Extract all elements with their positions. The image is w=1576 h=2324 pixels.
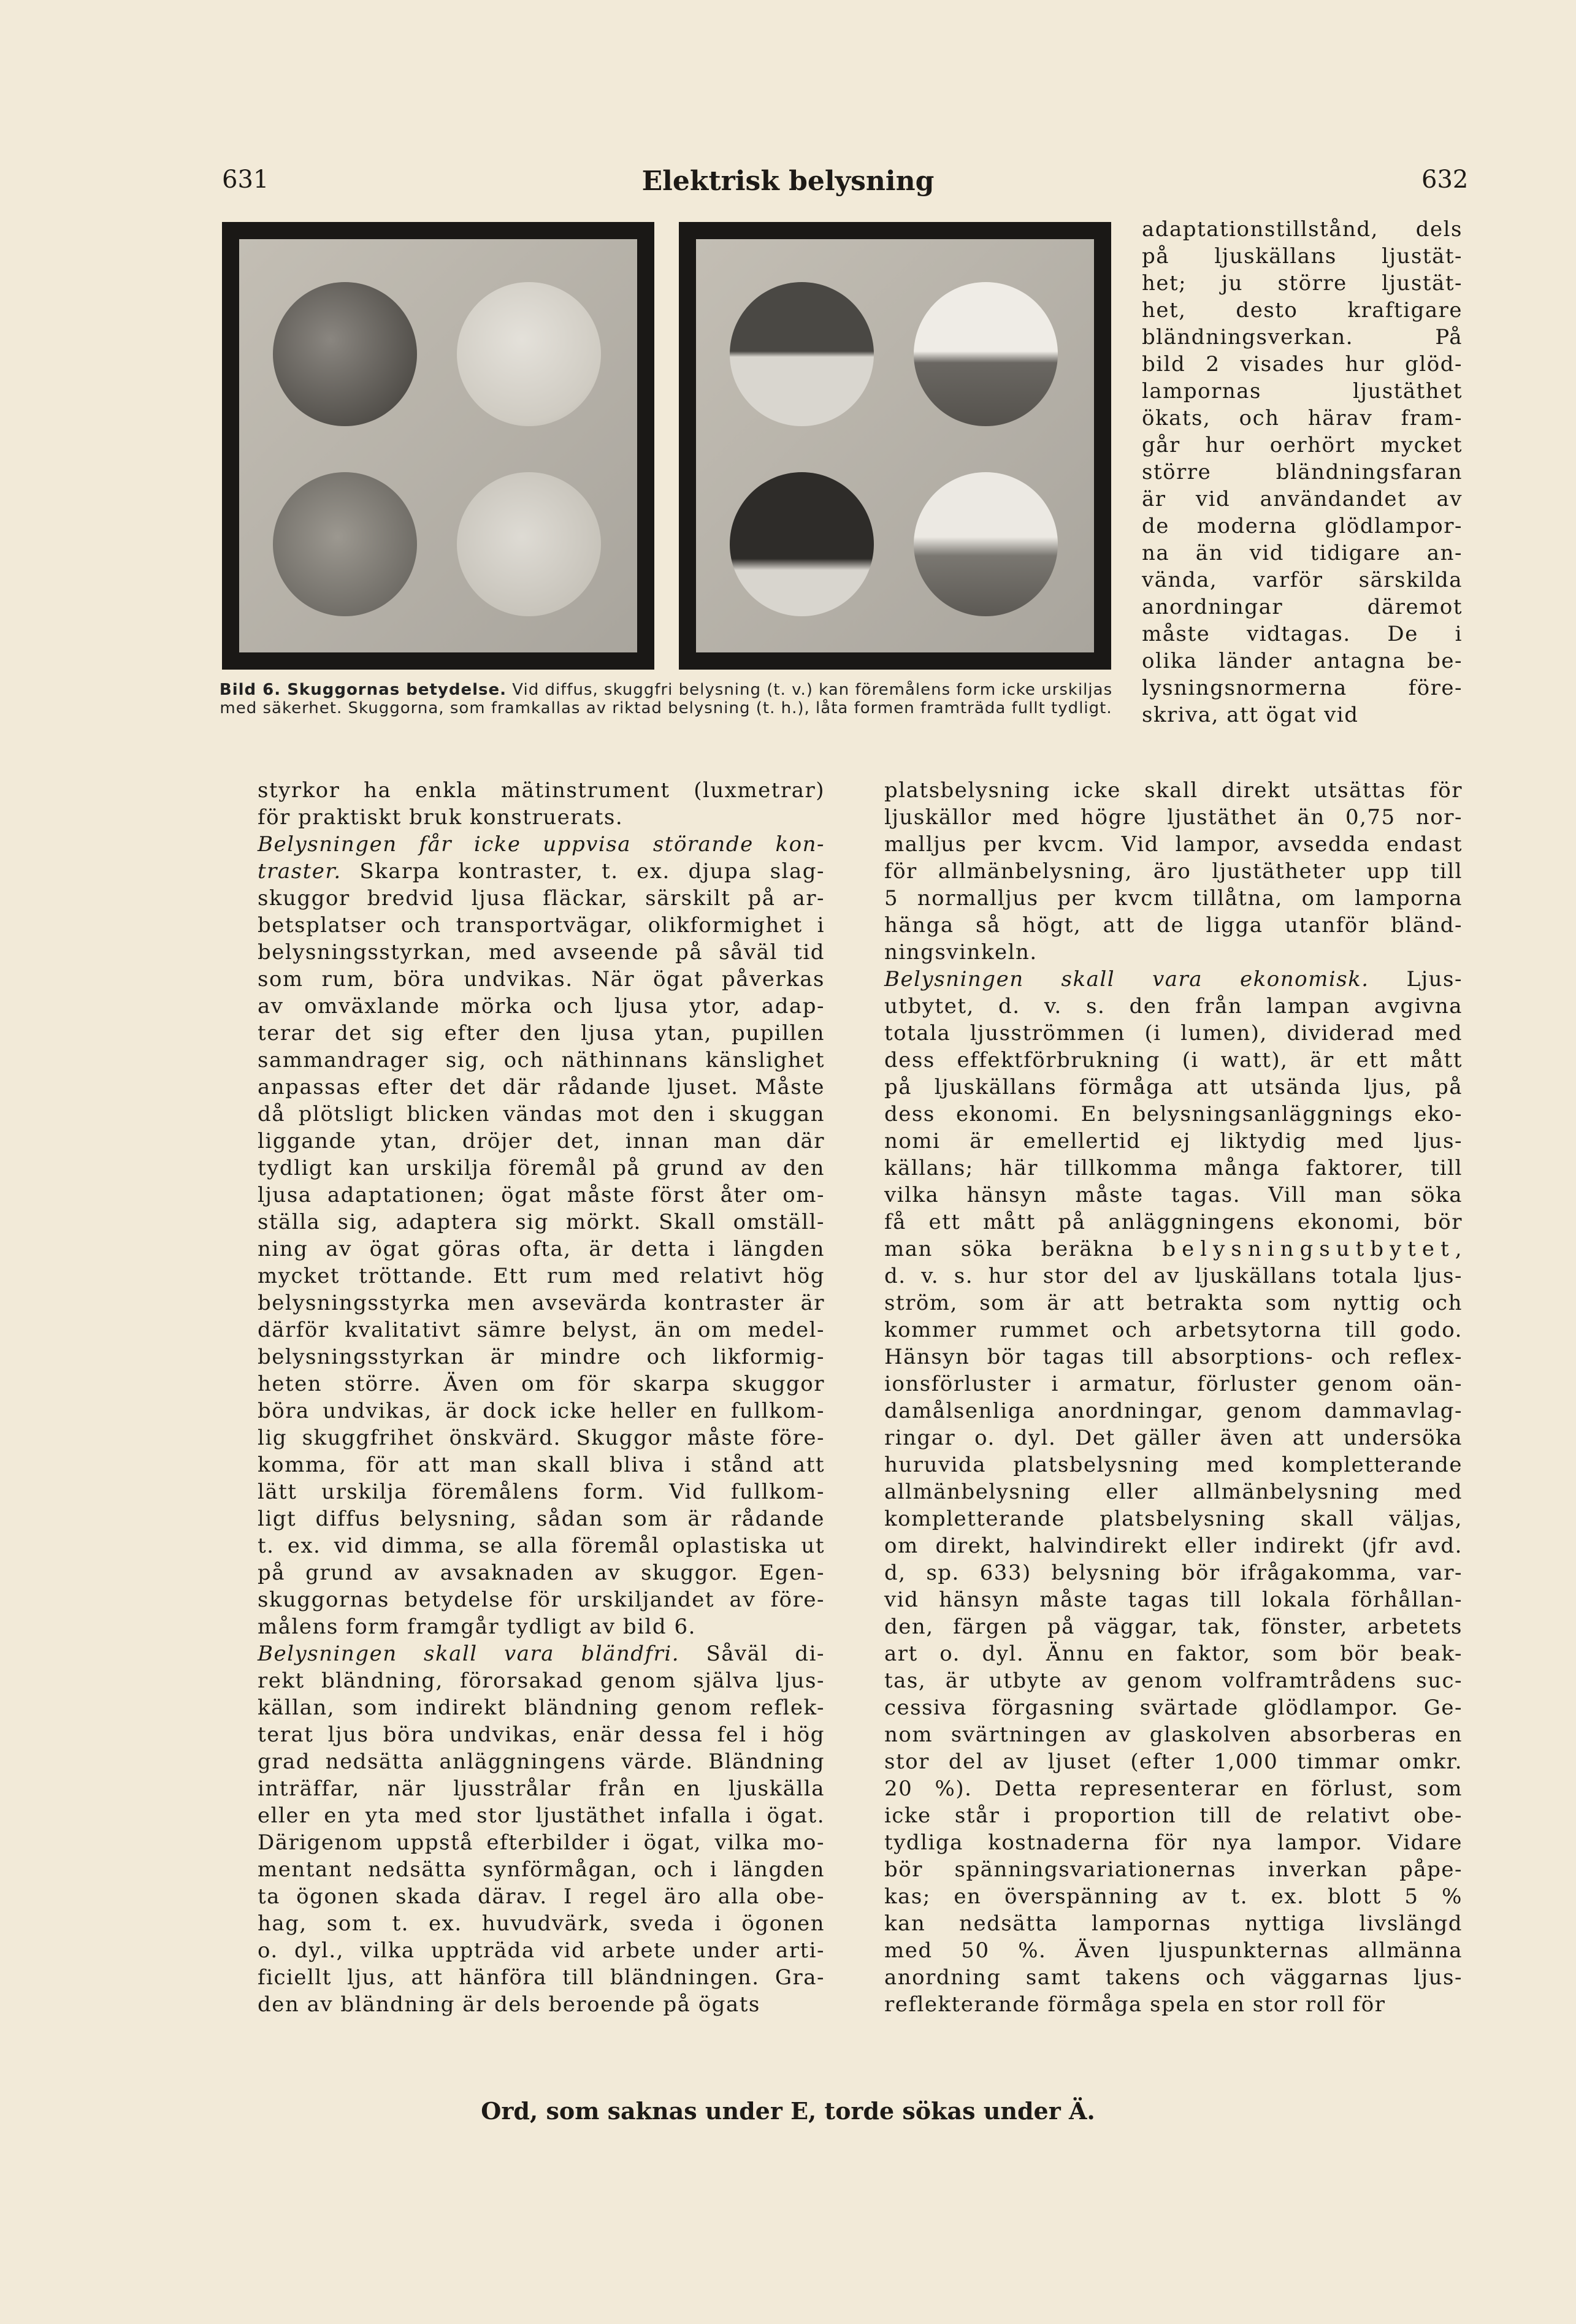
sphere-light-bottom-right [457,472,601,616]
text-line: bild 2 visades hur glöd- [1142,352,1463,377]
text-line: ning av ögat göras ofta, är detta i längden [258,1237,825,1261]
text-line: terat ljus böra undvikas, enär dessa fel i hög [258,1722,825,1747]
text-line: Belysningen skall vara ekonomisk. Ljus- [884,967,1463,992]
text-line: ström, som är att betrakta som nyttig och [884,1291,1463,1315]
text-line: tydligt kan urskilja föremål på grund av den [258,1156,825,1180]
text-line: källans; här tillkomma många faktorer, till [884,1156,1463,1180]
text-line: på ljuskällans förmåga att utsända ljus, på [884,1075,1463,1099]
text-line: olika länder antagna be- [1142,649,1463,673]
text-line: kan nedsätta lampornas nyttiga livslängd [884,1911,1463,1936]
text-line: reflekterande förmåga spela en stor roll för [884,1992,1386,2017]
text-line: t. ex. vid dimma, se alla föremål oplastiska ut [258,1534,825,1558]
text-line: källan, som indirekt bländning genom reflek- [258,1695,825,1720]
text-line: ringar o. dyl. Det gäller även att undersöka [884,1426,1463,1450]
text-line: icke står i proportion till de relativt obe- [884,1803,1463,1828]
text-line: damålsenliga anordningar, genom dammavlag- [884,1399,1463,1423]
text-line: cessiva förgasning svärtade glödlampor. Ge- [884,1695,1463,1720]
text-line: rekt bländning, förorsakad genom själva ljus- [258,1668,825,1693]
text-line: na än vid tidigare an- [1142,541,1463,565]
text-line: med 50 %. Även ljuspunkternas allmänna [884,1938,1463,1963]
text-line: totala ljusströmmen (i lumen), dividerad med [884,1021,1463,1045]
text-line: bländningsverkan. På [1142,325,1463,350]
text-line: anpassas efter det där rådande ljuset. Måste [258,1075,825,1099]
text-line: om direkt, halvindirekt eller indirekt (jfr avd. [884,1534,1463,1558]
text-line: den av bländning är dels beroende på ögats [258,1992,760,2017]
text-line: böra undvikas, är dock icke heller en fullkom- [258,1399,825,1423]
text-line: för praktiskt bruk konstruerats. [258,805,624,830]
text-line: nom svärtningen av glaskolven absorberas en [884,1722,1463,1747]
text-line: är vid användandet av [1142,487,1463,511]
text-line: vända, varför särskilda [1142,568,1463,592]
sphere-shadowed-bottom-right [914,472,1058,616]
text-line: ställa sig, adaptera sig mörkt. Skall omställ- [258,1210,825,1234]
text-line: ningsvinkeln. [884,940,1038,965]
text-line: adaptationstillstånd, dels [1142,217,1463,242]
text-line: som rum, böra undvikas. När ögat påverkas [258,967,825,992]
sphere-dark-top-left [273,282,417,426]
text-line: hag, som t. ex. huvudvärk, sveda i ögonen [258,1911,825,1936]
text-line: av omväxlande mörka och ljusa ytor, adap- [258,994,825,1019]
text-column-left [258,777,825,2018]
text-line: vilka hänsyn måste tagas. Vill man söka [884,1183,1463,1207]
text-line: Därigenom uppstå efterbilder i ögat, vilka mo- [258,1830,825,1855]
text-line: betsplatser och transportvägar, olikformighet i [258,913,825,938]
text-line: komma, för att man skall bliva i stånd att [258,1453,825,1477]
text-line: ionsförluster i armatur, förluster genom oän- [884,1372,1463,1396]
text-line: d, sp. 633) belysning bör ifrågakomma, var- [884,1561,1463,1585]
text-line: allmänbelysning eller allmänbelysning med [884,1480,1463,1504]
text-line: kas; en överspänning av t. ex. blott 5 % [884,1884,1463,1909]
page-footer: Ord, som saknas under E, torde sökas under Ä. [481,2097,1095,2125]
text-line: anordningar däremot [1142,595,1463,619]
text-line: anordning samt takens och väggarnas ljus- [884,1965,1463,1990]
text-line: de moderna glödlampor- [1142,514,1463,538]
text-line: hänga så högt, att de ligga utanför bländ- [884,913,1463,938]
text-line: o. dyl., vilka uppträda vid arbete under arti- [258,1938,825,1963]
caption-text: Vid diffus, skuggfri belysning (t. v.) kan föremålens form icke urskiljas med säkerhet. Skuggorna, som framkallas av riktad belysning (t. h.), låta formen framträda fullt tydligt. [220,681,1113,717]
text-line: heten större. Även om för skarpa skuggor [258,1372,825,1396]
sphere-shadowed-top-left [730,282,874,426]
text-line: den, färgen på väggar, tak, fönster, arbetets [884,1615,1463,1639]
text-line: ljusa adaptationen; ögat måste först åter om- [258,1183,825,1207]
text-line: belysningsstyrkan är mindre och likformig- [258,1345,825,1369]
text-line: vid hänsyn måste tagas till lokala förhållan- [884,1588,1463,1612]
text-line: traster. Skarpa kontraster, t. ex. djupa slag- [258,859,825,884]
text-line: dess effektförbrukning (i watt), är ett mått [884,1048,1463,1072]
photo-diffuse-lighting [222,222,654,670]
text-line: malljus per kvcm. Vid lampor, avsedda endast [884,832,1463,857]
text-line: terar det sig efter den ljusa ytan, pupillen [258,1021,825,1045]
page-number-left: 631 [222,166,269,194]
text-line: lampornas ljustäthet [1142,379,1463,403]
text-line: 5 normalljus per kvcm tillåtna, om lamporna [884,886,1463,911]
text-line: liggande ytan, dröjer det, innan man där [258,1129,825,1153]
text-line: dess ekonomi. En belysningsanläggnings eko- [884,1102,1463,1126]
running-title: Elektrisk belysning [641,166,935,197]
sphere-shadowed-top-right [914,282,1058,426]
text-line: Hänsyn bör tagas till absorptions- och reflex- [884,1345,1463,1369]
text-line: art o. dyl. Ännu en faktor, som bör beak- [884,1642,1463,1666]
text-line: går hur oerhört mycket [1142,433,1463,457]
text-line: mentant nedsätta synförmågan, och i längden [258,1857,825,1882]
text-line: man söka beräkna belysningsutbytet, [884,1237,1463,1261]
text-line: d. v. s. hur stor del av ljuskällans totala ljus- [884,1264,1463,1288]
text-line: måste vidtagas. De i [1142,622,1463,646]
text-line: tas, är utbyte av genom volframtrådens suc- [884,1668,1463,1693]
text-column-top-right [1142,216,1463,728]
text-line: nomi är emellertid ej liktydig med ljus- [884,1129,1463,1153]
text-line: för allmänbelysning, äro ljustätheter upp till [884,859,1463,884]
text-line: skuggor bredvid ljusa fläckar, särskilt på ar- [258,886,825,911]
text-line: ligt diffus belysning, sådan som är rådande [258,1507,825,1531]
text-line: Belysningen skall vara bländfri. Såväl di- [258,1642,825,1666]
text-line: ljuskällor med högre ljustäthet än 0,75 nor- [884,805,1463,830]
text-line: platsbelysning icke skall direkt utsättas för [884,778,1463,803]
text-line: lätt urskilja föremålens form. Vid fullkom- [258,1480,825,1504]
text-line: kommer rummet och arbetsytorna till godo. [884,1318,1463,1342]
photo-directed-lighting [679,222,1111,670]
caption-label: Bild 6. Skuggornas betydelse. [219,681,507,699]
figure-caption [218,681,1114,717]
text-line: ta ögonen skada därav. I regel äro alla obe- [258,1884,825,1909]
text-line: styrkor ha enkla mätinstrument (luxmetrar) [258,778,825,803]
text-line: mycket tröttande. Ett rum med relativt hög [258,1264,825,1288]
text-line: målens form framgår tydligt av bild 6. [258,1615,696,1639]
text-line: utbytet, d. v. s. den från lampan avgivna [884,994,1463,1019]
text-line: 20 %). Detta representerar en förlust, som [884,1776,1463,1801]
text-line: belysningsstyrkan, med avseende på såväl tid [258,940,825,965]
text-line: på grund av avsaknaden av skuggor. Egen- [258,1561,825,1585]
page-header [0,166,1576,202]
text-line: lysningsnormerna före- [1142,676,1463,700]
text-line: Belysningen får icke uppvisa störande kon- [258,832,825,857]
text-line: ökats, och härav fram- [1142,406,1463,430]
page-number-right: 632 [1421,166,1469,194]
text-line: skuggornas betydelse för urskiljandet av före- [258,1588,825,1612]
text-line: ficiellt ljus, att hänföra till bländningen. Gra- [258,1965,825,1990]
text-line: kompletterande platsbelysning skall väljas, [884,1507,1463,1531]
text-line: stor del av ljuset (efter 1,000 timmar omkr. [884,1749,1463,1774]
text-line: het; ju större ljustät- [1142,271,1463,296]
sphere-shadowed-bottom-left [730,472,874,616]
text-line: grad nedsätta anläggningens värde. Bländning [258,1749,825,1774]
text-line: lig skuggfrihet önskvärd. Skuggor måste före- [258,1426,825,1450]
text-line: bör spänningsvariationernas inverkan påpe- [884,1857,1463,1882]
figure-bild-6 [222,222,1111,670]
text-line: eller en yta med stor ljustäthet infalla i ögat. [258,1803,825,1828]
text-line: då plötsligt blicken vändas mot den i skuggan [258,1102,825,1126]
sphere-dark-bottom-left [273,472,417,616]
text-line: få ett mått på anläggningens ekonomi, bör [884,1210,1463,1234]
text-line: huruvida platsbelysning med kompletterande [884,1453,1463,1477]
text-line: sammandrager sig, och näthinnans känslighet [258,1048,825,1072]
text-column-right [884,777,1463,2018]
text-line: större bländningsfaran [1142,460,1463,484]
text-line: inträffar, när ljusstrålar från en ljuskälla [258,1776,825,1801]
text-line: på ljuskällans ljustät- [1142,244,1463,269]
text-line: het, desto kraftigare [1142,298,1463,323]
text-line: skriva, att ögat vid [1142,703,1359,727]
sphere-light-top-right [457,282,601,426]
text-line: belysningsstyrka men avsevärda kontraster är [258,1291,825,1315]
text-line: därför kvalitativt sämre belyst, än om medel- [258,1318,825,1342]
text-line: tydliga kostnaderna för nya lampor. Vidare [884,1830,1463,1855]
